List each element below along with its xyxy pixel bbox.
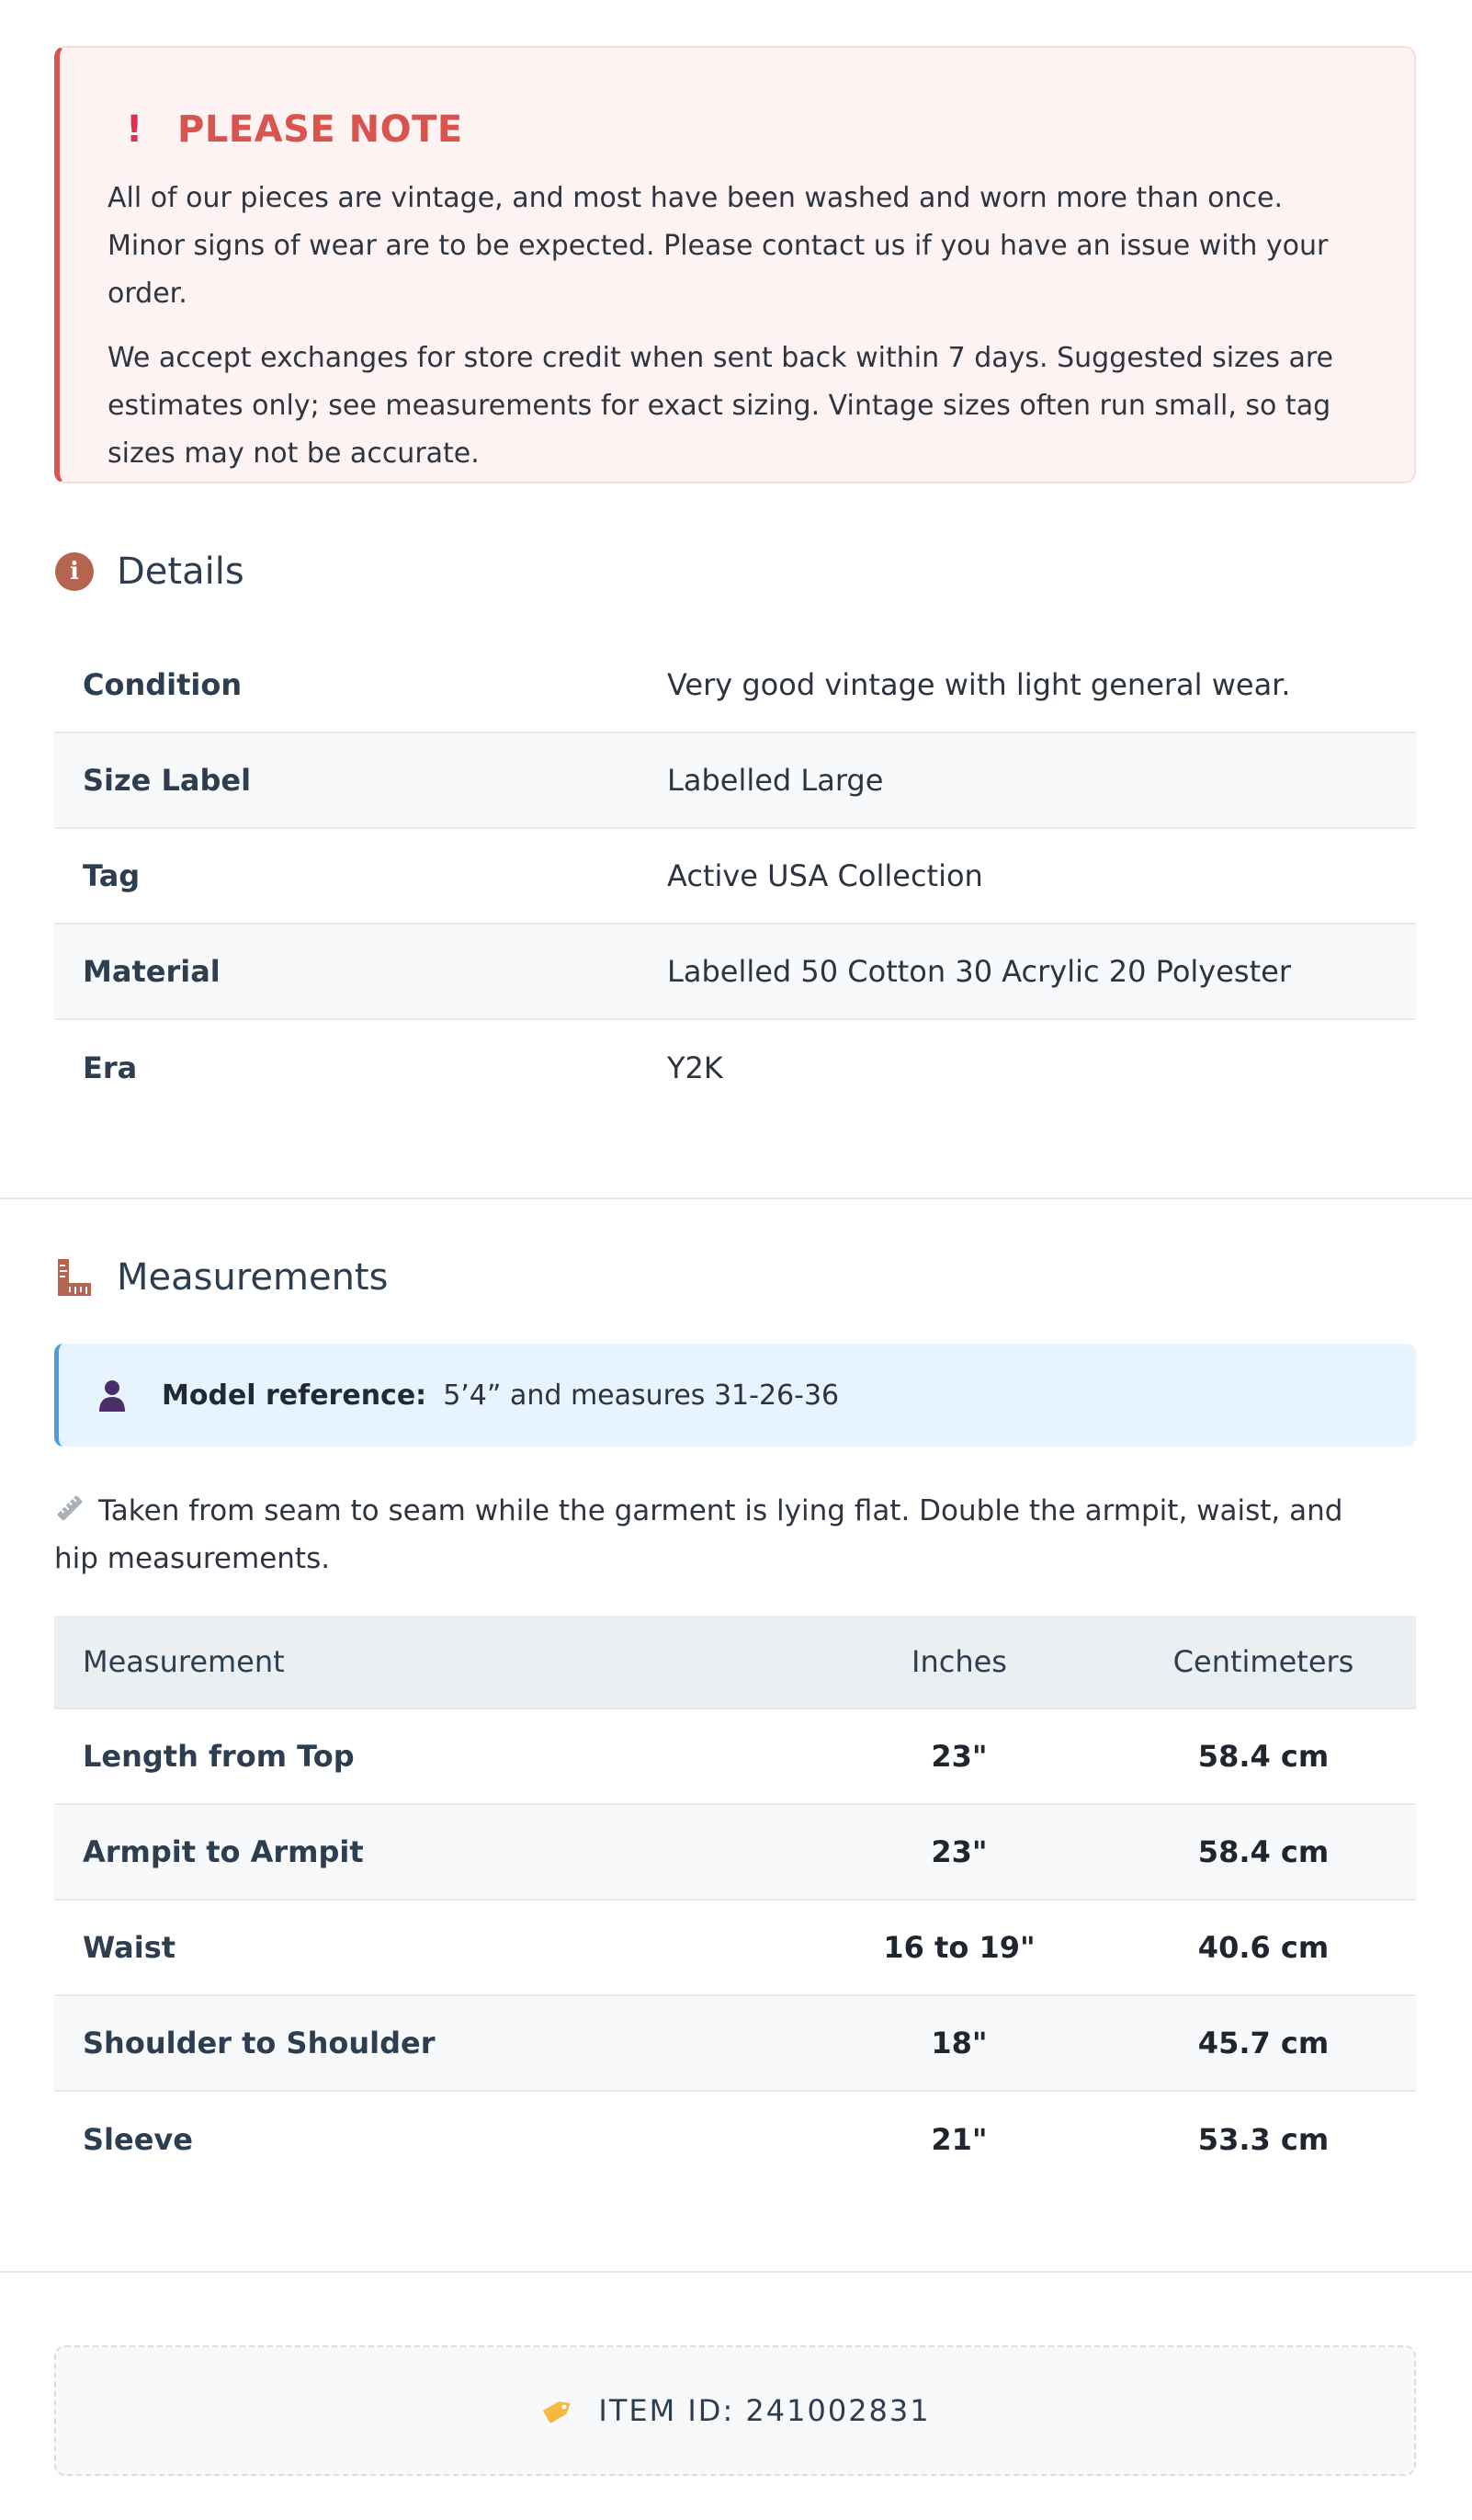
measurement-inches: 21" [931, 2122, 988, 2157]
table-row [54, 1901, 1416, 1996]
notice-paragraph-2: We accept exchanges for store credit when sent back within 7 days. Suggested sizes are estimates only; see measurements for exact sizing. Vintage sizes often run small, so tag sizes may not be accurate. [108, 342, 1334, 470]
tag-icon [539, 2392, 576, 2429]
column-header-inches: Inches [912, 1644, 1007, 1679]
measurement-cm: 53.3 cm [1197, 2122, 1330, 2157]
table-header-row [54, 1616, 1416, 1709]
exclamation-icon: ! [126, 108, 143, 151]
measurement-inches: 18" [931, 2026, 988, 2060]
details-value: Labelled 50 Cotton 30 Acrylic 20 Polyester [667, 954, 1291, 989]
please-note-notice [54, 46, 1416, 483]
column-header-measurement: Measurement [83, 1644, 285, 1679]
details-row-material [54, 925, 1416, 1020]
ruler-icon [54, 1257, 95, 1298]
item-id-box [54, 2345, 1416, 2476]
instructions-text: Taken from seam to seam while the garment is lying flat. Double the armpit, waist, and hip measurements. [54, 1494, 1343, 1575]
measurement-name: Armpit to Armpit [83, 1834, 364, 1869]
measurement-instructions [54, 1487, 1377, 1583]
details-label: Material [83, 954, 221, 989]
details-value: Active USA Collection [667, 858, 983, 893]
model-reference-label: Model reference: [162, 1379, 427, 1412]
details-value: Very good vintage with light general wear. [667, 667, 1291, 702]
details-value: Y2K [667, 1050, 723, 1085]
info-circle-icon: i [54, 551, 95, 592]
measurement-name: Length from Top [83, 1739, 355, 1774]
model-reference [54, 1344, 1416, 1447]
item-id-text: ITEM ID: 241002831 [598, 2393, 931, 2428]
measurement-inches: 23" [931, 1834, 988, 1869]
details-label: Condition [83, 667, 243, 702]
table-row [54, 2092, 1416, 2187]
details-row-condition [54, 638, 1416, 733]
details-header [54, 546, 244, 597]
measurements-table [54, 1616, 1416, 2187]
notice-paragraph-1: All of our pieces are vintage, and most have been washed and worn more than once. Minor signs of wear are to be expected. Please contact us if you have an issue with your order. [108, 182, 1329, 310]
measurement-name: Sleeve [83, 2122, 193, 2157]
person-icon [94, 1377, 130, 1413]
pencil-ruler-icon [54, 1491, 85, 1522]
measurement-inches: 16 to 19" [883, 1930, 1036, 1965]
table-row [54, 1996, 1416, 2092]
details-label: Size Label [83, 763, 252, 798]
section-divider [0, 2271, 1472, 2273]
details-value: Labelled Large [667, 763, 884, 798]
measurement-cm: 45.7 cm [1197, 2026, 1330, 2060]
details-row-tag [54, 829, 1416, 925]
model-reference-value: 5’4” and measures 31-26-36 [443, 1379, 840, 1412]
measurements-header [54, 1252, 388, 1303]
table-row [54, 1805, 1416, 1901]
measurements-title: Measurements [117, 1256, 389, 1299]
measurement-cm: 58.4 cm [1197, 1834, 1330, 1869]
measurement-inches: 23" [931, 1739, 988, 1774]
details-title: Details [117, 551, 244, 593]
measurement-name: Waist [83, 1930, 176, 1965]
details-row-era [54, 1020, 1416, 1116]
notice-title: PLEASE NOTE [177, 108, 463, 151]
notice-header [108, 105, 1364, 154]
column-header-centimeters: Centimeters [1172, 1644, 1354, 1679]
measurement-name: Shoulder to Shoulder [83, 2026, 436, 2060]
measurement-cm: 40.6 cm [1197, 1930, 1330, 1965]
section-divider [0, 1198, 1472, 1199]
details-row-size-label [54, 733, 1416, 829]
details-label: Tag [83, 858, 141, 893]
details-table [54, 638, 1416, 1116]
table-row [54, 1709, 1416, 1805]
measurement-cm: 58.4 cm [1197, 1739, 1330, 1774]
details-label: Era [83, 1050, 138, 1085]
